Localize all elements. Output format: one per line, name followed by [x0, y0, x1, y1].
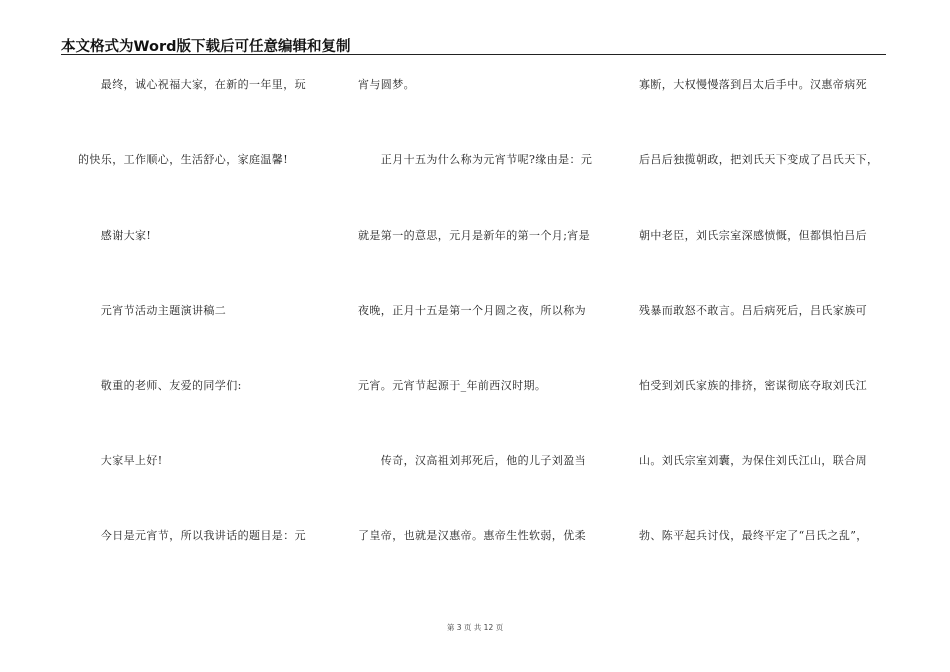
text-line: 元宵节活动主题演讲稿二 — [78, 304, 227, 317]
text-line: 的快乐，工作顺心，生活舒心，家庭温馨! — [78, 153, 289, 166]
document-header-title: 本文格式为Word版下载后可任意编辑和复制 — [61, 39, 351, 55]
text-line: 山。刘氏宗室刘囊，为保住刘氏江山，联合周 — [639, 454, 867, 467]
text-column-1 — [78, 0, 328, 620]
text-line: 怕受到刘氏家族的排挤，密谋彻底夺取刘氏江 — [639, 379, 867, 392]
text-line: 正月十五为什么称为元宵节呢?缘由是：元 — [358, 153, 593, 166]
text-line: 今日是元宵节，所以我讲话的题目是：元 — [78, 529, 306, 542]
text-line: 后吕后独揽朝政，把刘氏天下变成了吕氏天下， — [639, 153, 879, 166]
text-line: 了皇帝，也就是汉惠帝。惠帝生性软弱，优柔 — [358, 529, 586, 542]
text-column-3 — [639, 0, 889, 620]
text-line: 敬重的老师、友爱的同学们: — [78, 379, 242, 392]
text-line: 宵与圆梦。 — [358, 78, 415, 91]
text-line: 寡断，大权慢慢落到吕太后手中。汉惠帝病死 — [639, 78, 867, 91]
text-line: 就是第一的意思，元月是新年的第一个月;宵是 — [358, 229, 591, 242]
text-line: 大家早上好! — [78, 454, 163, 467]
text-line: 朝中老臣，刘氏宗室深感愤慨，但都惧怕吕后 — [639, 229, 867, 242]
text-line: 元宵。元宵节起源于_年前西汉时期。 — [358, 379, 547, 392]
text-line: 夜晚，正月十五是第一个月圆之夜，所以称为 — [358, 304, 586, 317]
text-line: 勃、陈平起兵讨伐，最终平定了“吕氏之乱”， — [639, 529, 868, 542]
text-line: 残暴而敢怒不敢言。吕后病死后，吕氏家族可 — [639, 304, 867, 317]
text-line: 传奇，汉高祖刘邦死后，他的儿子刘盈当 — [358, 454, 586, 467]
text-line: 最终，诚心祝福大家，在新的一年里，玩 — [78, 78, 306, 91]
text-column-2 — [358, 0, 608, 620]
text-line: 感谢大家! — [78, 229, 152, 242]
page-number-footer: 第 3 页 共 12 页 — [446, 623, 504, 632]
